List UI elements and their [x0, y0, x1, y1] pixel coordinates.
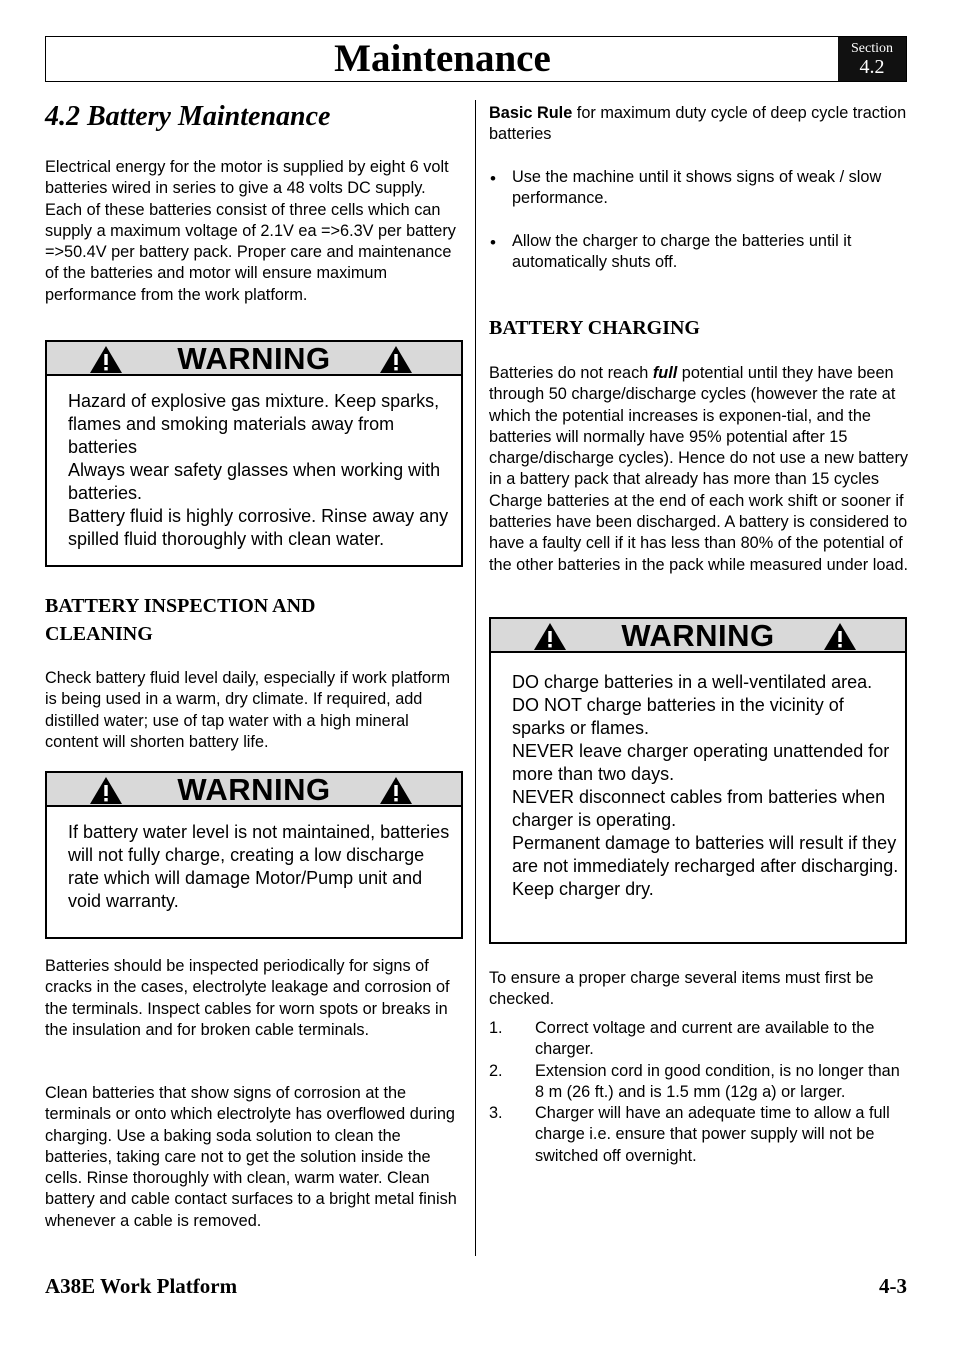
warning-triangle-icon: [89, 776, 123, 805]
warning-header: [491, 619, 905, 653]
warning-line: Always wear safety glasses when working with batteries.: [68, 460, 441, 503]
warning-line: DO charge batteries in a well-ventilated area.: [512, 672, 873, 692]
page-title: Maintenance: [334, 37, 551, 80]
warning-body: [47, 376, 461, 551]
warning-body: [491, 653, 905, 901]
item-number: 3.: [489, 1104, 503, 1123]
section-badge: [838, 37, 906, 81]
warning-line: Battery fluid is highly corrosive. Rinse away any spilled fluid thoroughly with clean water.: [68, 506, 449, 549]
item-number: 1.: [489, 1019, 503, 1037]
warning-line: Hazard of explosive gas mixture. Keep sparks, flames and smoking materials away from batteries: [68, 391, 440, 457]
warning-box-charging: [489, 617, 907, 944]
warning-header: [47, 342, 461, 376]
charging-heading: BATTERY CHARGING: [489, 317, 700, 339]
warning-triangle-icon: [379, 345, 413, 374]
charging-text-pre: Batteries do not reach: [489, 364, 653, 382]
basic-rule-paragraph: [489, 103, 909, 146]
item-text: Correct voltage and current are available to the charger.: [535, 1019, 875, 1059]
list-item: • Use the machine until it shows signs of weak / slow performance.: [489, 167, 909, 210]
inspection-paragraph: Check battery fluid level daily, especially if work platform is being used in a warm, dry climate. If required, add distilled water; use of tap water with a high mineral content will shorten battery life.: [45, 669, 451, 751]
item-text: Extension cord in good condition, is no longer than 8 m (26 ft.) and is 1.5 mm (12g a) or larger.: [535, 1061, 900, 1101]
basic-rule-label: Basic Rule: [489, 104, 573, 122]
section-heading: 4.2 Battery Maintenance: [45, 101, 331, 132]
warning-line: NEVER leave charger operating unattended for more than two days.: [512, 741, 890, 784]
inspection-heading: BATTERY INSPECTION AND CLEANING: [45, 595, 316, 645]
warning-line: DO NOT charge batteries in the vicinity of sparks or flames.: [512, 695, 844, 738]
checks-list: [489, 1018, 909, 1167]
warning-line: If battery water level is not maintained, batteries will not fully charge, creating a low discharge rate which will damage Motor/Pump unit and void warranty.: [68, 822, 450, 911]
item-text: Charger will have an adequate time to allow a full charge i.e. ensure that power supply will not be switched off overnight.: [535, 1104, 890, 1165]
checks-intro: To ensure a proper charge several items must first be checked.: [489, 969, 874, 1009]
list-item: [489, 1061, 909, 1104]
warning-line: Keep charger dry.: [512, 879, 654, 899]
warning-triangle-icon: [533, 622, 567, 651]
column-divider: [475, 100, 476, 1256]
list-item: [489, 1018, 909, 1061]
warning-line: NEVER disconnect cables from batteries when charger is operating.: [512, 787, 886, 830]
charging-text-post: potential until they have been through 50 charge/discharge cycles (however the rate at which the potential increases is exponen-tial, and the batteries will normally have 95% potential after 15 charge/discharge cycles). Hence do not use a new battery in a battery pack that already has more than 15 cycles Charge batteries at the end of each work shift or sooner if batteries have been discharged. A battery is considered to have a faulty cell if it has less than 80% of the potential of the other batteries in the pack while measured under load.: [489, 364, 909, 574]
warning-title: WARNING: [177, 772, 331, 807]
warning-title: WARNING: [177, 341, 331, 376]
warning-title: WARNING: [621, 618, 775, 653]
intro-paragraph: Electrical energy for the motor is supplied by eight 6 volt batteries wired in series to give a 48 volts DC supply. Each of these batteries consist of three cells which can supply a maximum voltage of 2.1V ea =>6.3V per battery =>50.4V per battery pack. Proper care and maintenance of the batteries and motor will ensure maximum performance from the work platform.: [45, 158, 456, 304]
inspect-paragraph: Batteries should be inspected periodically for signs of cracks in the cases, electrolyte leakage and corrosion of the terminals. Inspect cables for worn spots or breaks in the insulation and for broken cable terminals.: [45, 957, 450, 1039]
list-item: [489, 1103, 909, 1167]
footer-product: A38E Work Platform: [45, 1274, 238, 1298]
warning-body: [47, 807, 461, 913]
list-item: • Allow the charger to charge the batteries until it automatically shuts off.: [489, 231, 909, 274]
warning-header: [47, 773, 461, 807]
warning-triangle-icon: [823, 622, 857, 651]
section-number: 4.2: [859, 56, 885, 78]
charging-paragraph: [489, 363, 909, 576]
warning-line: Permanent damage to batteries will result if they are not immediately recharged after discharging.: [512, 833, 899, 876]
clean-paragraph: Clean batteries that show signs of corrosion at the terminals or onto which electrolyte has overflowed during charging. Use a baking soda solution to clean the batteries, taking care not to get the solution inside the cells. Rinse thoroughly with clean, warm water. Clean battery and cable contact surfaces to a bright metal finish whenever a cable is removed.: [45, 1084, 457, 1230]
basic-rule-list: [489, 167, 909, 294]
warning-triangle-icon: [89, 345, 123, 374]
basic-rule-text: for maximum duty cycle of deep cycle traction batteries: [489, 104, 907, 144]
page-header: [45, 36, 907, 82]
warning-box-gas: [45, 340, 463, 567]
item-number: 2.: [489, 1061, 503, 1080]
warning-triangle-icon: [379, 776, 413, 805]
warning-box-water: [45, 771, 463, 939]
charging-emphasis: full: [652, 364, 678, 382]
section-label: Section: [851, 41, 893, 56]
footer-page-number: 4-3: [879, 1274, 907, 1298]
